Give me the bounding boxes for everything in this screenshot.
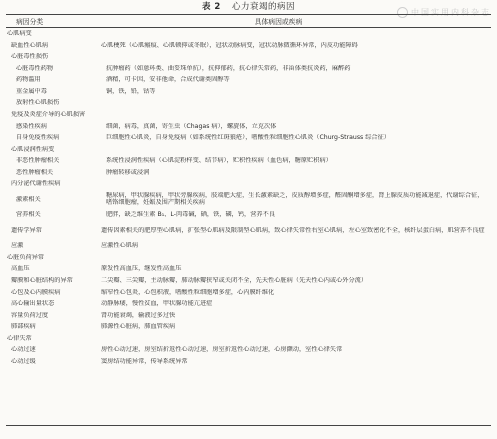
table-row	[6, 344, 491, 356]
table-row	[6, 40, 491, 52]
row-category: 心脏毒性损伤	[11, 53, 49, 61]
row-detail: 肿瘤转移或浸润	[106, 168, 150, 176]
row-category: 遗传学异常	[11, 226, 42, 234]
table-bottom-rule	[6, 425, 491, 426]
row-detail: 细菌，病毒，真菌，寄生虫（Chagas 病），螺旋体，立克次体	[106, 122, 277, 130]
table-row	[6, 286, 491, 298]
row-category: 免疫及炎症介导的心肌损害	[11, 111, 86, 118]
table-row	[6, 178, 491, 190]
table-row	[6, 63, 491, 75]
table-row	[6, 209, 491, 221]
row-detail: 铜，铁，铅，钴等	[106, 87, 156, 95]
row-category: 心肌病变	[7, 30, 32, 38]
row-detail: 抗肿瘤药（如蒽环类、曲妥珠单抗），抗抑郁药，抗心律失常药，非甾体类抗炎药，麻醉药	[106, 64, 351, 72]
table-row	[6, 97, 491, 109]
table-row	[6, 309, 491, 321]
etiology-table	[6, 14, 491, 367]
table-row	[6, 221, 491, 241]
table-row	[6, 263, 491, 275]
table-row	[6, 190, 491, 210]
header-detail: 具体病因或疾病	[254, 18, 303, 26]
table-number: 表 2	[201, 2, 221, 12]
table-row	[6, 240, 491, 252]
row-category: 自身免疫性疾病	[16, 134, 60, 142]
table-row	[6, 321, 491, 333]
table-row	[6, 167, 491, 179]
table-row	[6, 51, 491, 63]
row-detail: 房性心动过速，房室结折返性心动过速，房室折返性心动过速，心房颤动，室性心律失常	[101, 346, 343, 354]
row-detail: 动静脉瘘，慢性贫血，甲状腺功能亢进症	[101, 300, 213, 308]
row-detail: 缩窄性心包炎，心包积液，嗜酸性粒细胞增多症，心内膜纤维化	[101, 288, 275, 296]
row-category: 恶性肿瘤相关	[16, 168, 54, 176]
table-row	[6, 155, 491, 167]
row-detail: 酒精，可卡因，安非他命，合成代谢类固醇等	[106, 76, 230, 84]
row-category: 心包及心内膜疾病	[11, 288, 61, 296]
row-category: 心动过缓	[11, 357, 36, 365]
row-category: 肺部疾病	[11, 323, 36, 331]
row-detail: 糖尿病，甲状腺疾病，甲状旁腺疾病，肢端肥大症，生长激素缺乏，皮质醇增多症，醛固酮增多症，肾上腺皮质功能减退症，代谢综合征，嗜铬细胞瘤，妊娠及围产期相关疾病	[106, 192, 484, 207]
table-row	[6, 333, 491, 345]
row-detail: 遗传因素相关的肥厚型心肌病，扩张型心肌病及限制型心肌病，致心律失常性右室心肌病，左心室致密化不全，核纤层蛋白病，肌营养不良症	[101, 226, 485, 234]
table-row	[6, 252, 491, 264]
row-category: 重金属中毒	[16, 87, 47, 95]
table-body	[6, 28, 491, 367]
table-row	[6, 143, 491, 155]
row-category: 缺血性心肌病	[11, 41, 49, 49]
row-category: 高心输出量状态	[11, 300, 55, 308]
table-row	[6, 275, 491, 287]
table-row	[6, 132, 491, 144]
row-detail: 肺源性心脏病，肺血管疾病	[101, 323, 176, 331]
table-row	[6, 28, 491, 40]
table-title: 心力衰竭的病因	[232, 2, 296, 12]
row-category: 放射性心肌损伤	[16, 99, 60, 107]
row-detail: 肾功能衰竭，输液过多过快	[101, 311, 176, 319]
row-category: 心动过速	[11, 346, 36, 354]
row-category: 内分泌代谢性疾病	[11, 180, 61, 188]
table-row	[6, 120, 491, 132]
row-category: 高血压	[11, 265, 30, 273]
table-row	[6, 86, 491, 98]
table-header-row	[6, 15, 491, 27]
row-category: 非恶性肿瘤相关	[16, 157, 60, 165]
table-row	[6, 356, 491, 368]
row-detail: 应激性心肌病	[101, 242, 139, 250]
row-category: 应激	[11, 242, 24, 250]
row-category: 心脏毒性药物	[16, 64, 54, 72]
row-category: 药物滥用	[16, 76, 41, 84]
table-row	[6, 74, 491, 86]
row-detail: 巨细胞性心肌炎，自身免疫病（如系统性红斑狼疮），嗜酸性粒细胞性心肌炎（Churg-Strauss 综合征）	[106, 134, 390, 142]
row-category: 心脏负荷异常	[7, 253, 45, 261]
row-category: 心律失常	[7, 334, 32, 342]
header-category: 病因分类	[16, 18, 44, 26]
row-detail: 窦房结功能异常，传导系统异常	[101, 357, 188, 365]
watermark-text: 中国实用内科杂志	[411, 8, 491, 17]
row-detail: 系统性浸润性疾病（心肌淀粉样变、结节病），贮积性疾病（血色病，糖原贮积病）	[106, 157, 332, 165]
row-detail: 原发性高血压，继发性高血压	[101, 265, 182, 273]
table-row	[6, 109, 491, 121]
row-detail: 肥胖，缺乏维生素 B₁、L-肉毒碱，硒，铁，磷，钙，营养不良	[106, 211, 275, 219]
row-category: 容量负荷过度	[11, 311, 49, 319]
row-detail: 心肌梗死（心肌瘢痕、心肌顿抑或冬眠），冠状动脉病变，冠状动脉微循环异常，内皮功能障碍	[101, 41, 358, 49]
row-category: 瓣膜和心脏结构的异常	[11, 277, 73, 285]
row-category: 感染性疾病	[16, 122, 47, 130]
row-category: 营养相关	[16, 211, 41, 219]
table-row	[6, 298, 491, 310]
row-category: 心肌浸润性病变	[11, 145, 55, 153]
row-category: 激素相关	[16, 195, 41, 203]
row-detail: 二尖瓣、三尖瓣，主动脉瓣，肺动脉瓣狭窄或关闭不全，先天性心脏病（先天性心内或心外分流）	[101, 277, 368, 285]
